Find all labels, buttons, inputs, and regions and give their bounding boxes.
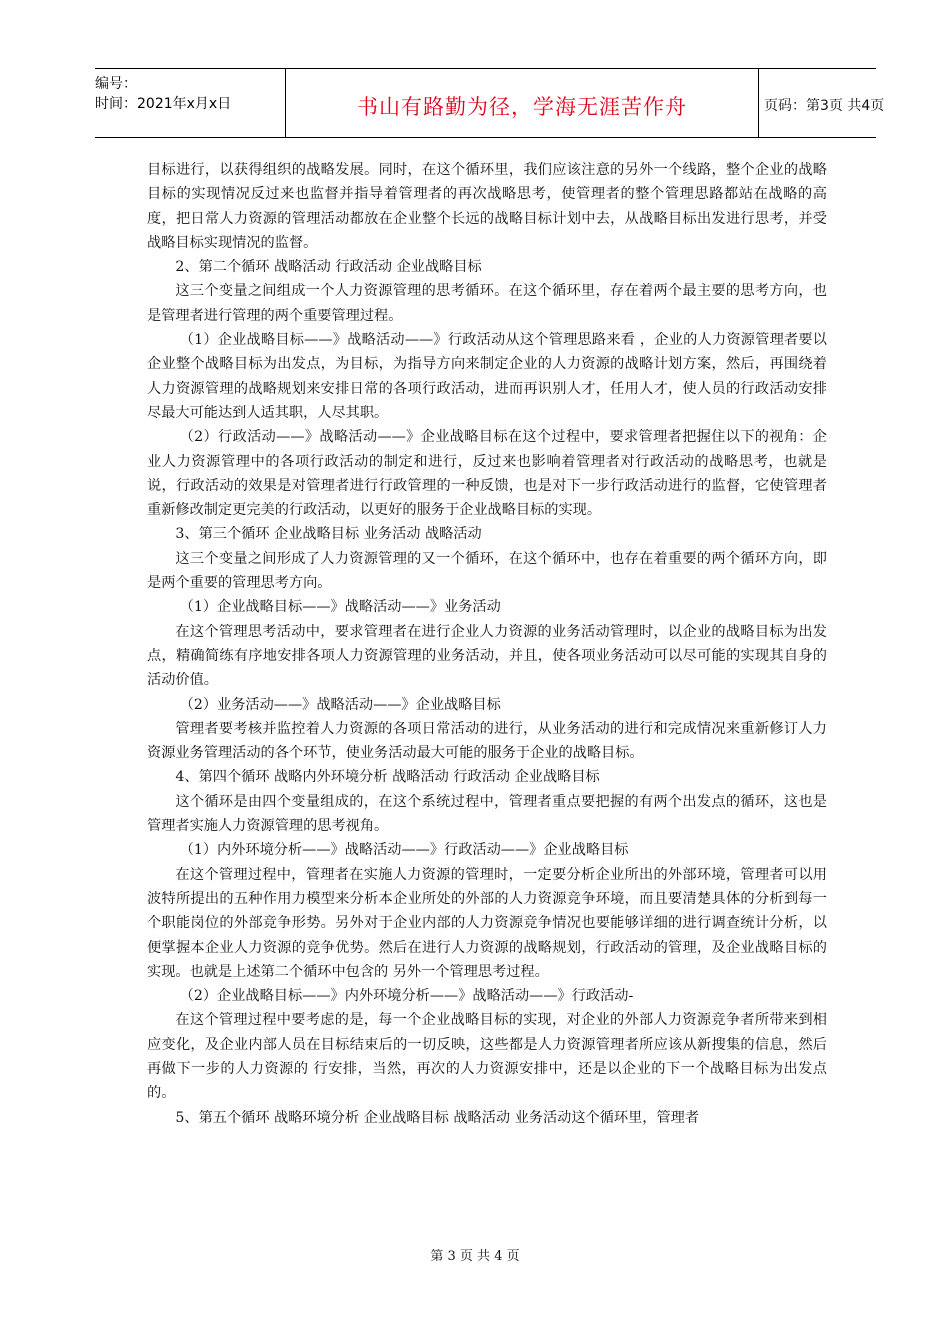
header-motto-cell: [285, 69, 759, 137]
subsection-heading: （1）内外环境分析——》战略活动——》行政活动——》企业战略目标: [179, 842, 629, 859]
body-paragraph: 目标进行，以获得组织的战略发展。同时，在这个循环里，我们应该注意的另外一个线路，整个企业的战略目标的实现情况反过来也监督并指导着管理者的再次战略思考，使管理者的整个管理思路都站在战略的高度，把日常人力资源的管理活动都放在企业整个长远的战略目标计划中去，从战略目标出发进行思考，并受战略目标实现情况的监督。: [147, 162, 827, 251]
document-number-label: 编号：: [95, 76, 137, 92]
body-paragraph: （1）企业战略目标——》战略活动——》行政活动从这个管理思路来看 ，企业的人力资源管理者要以企业整个战略目标为出发点，为目标，为指导方向来制定企业的人力资源的战略计划方案，然后，再围绕着人力资源管理的战略规划来安排日常的各项行政活动，进而再识别人才，任用人才，使人员的行政活动安排尽最大可能达到人适其职，人尽其职。: [147, 332, 827, 421]
header-page-cell: [758, 69, 885, 137]
page-footer: 第 3 页 共 4 页: [430, 1249, 520, 1264]
header-page-info: 页码：第3页 共4页: [764, 98, 885, 114]
body-paragraph: 在这个管理思考活动中，要求管理者在进行企业人力资源的业务活动管理时，以企业的战略目标为出发点，精确简练有序地安排各项人力资源管理的业务活动，并且，使各项业务活动可以尽可能的实现其自身的活动价值。: [147, 623, 827, 689]
header-motto: 书山有路勤为径，学海无涯苦作舟: [357, 95, 687, 119]
body-paragraph: 这个循环是由四个变量组成的，在这个系统过程中，管理者重点要把握的有两个出发点的循环，这也是管理者实施人力资源管理的思考视角。: [147, 793, 827, 835]
body-paragraph: 管理者要考核并监控着人力资源的各项日常活动的进行，从业务活动的进行和完成情况来重新修订人力资源业务管理活动的各个环节，使业务活动最大可能的服务于企业的战略目标。: [147, 720, 827, 762]
body-paragraph: （2）行政活动——》战略活动——》企业战略目标在这个过程中，要求管理者把握住以下的视角：企业人力资源管理中的各项行政活动的制定和进行，反过来也影响着管理者对行政活动的战略思考，也就是说，行政活动的效果是对管理者进行行政管理的一种反馈，也是对下一步行政活动进行的监督，它使管理者重新修改制定更完美的行政活动，以更好的服务于企业战略目标的实现。: [147, 429, 827, 519]
body-paragraph: 这三个变量之间形成了人力资源管理的又一个循环，在这个循环中，也存在着重要的两个循环方向，即是两个重要的管理思考方向。: [147, 550, 827, 592]
document-header: [95, 68, 885, 138]
section-heading: 5、第五个循环 战略环境分析 企业战略目标 战略活动 业务活动这个循环里，管理者: [175, 1109, 700, 1126]
body-paragraph: 在这个管理过程中要考虑的是，每一个企业战略目标的实现，对企业的外部人力资源竞争者所带来到相应变化，及企业内部人员在目标结束后的一切反映，这些都是人力资源管理者所应该从新搜集的信息，然后再做下一步的人力资源的 行安排，当然，再次的人力资源安排中，还是以企业的下一个战略目标为出发点的。: [147, 1012, 827, 1102]
subsection-heading: （1）企业战略目标——》战略活动——》业务活动: [179, 599, 501, 616]
body-paragraph: 在这个管理过程中，管理者在实施人力资源的管理时，一定要分析企业所出的外部环境，管理者可以用波特所提出的五种作用力模型来分析本企业所处的外部的人力资源竞争环境，而且要清楚具体的分析到每一个职能岗位的外部竞争形势。另外对于企业内部的人力资源竞争情况也要能够详细的进行调查统计分析，以便掌握本企业人力资源的竞争优势。然后在进行人力资源的战略规划，行政活动的管理，及企业战略目标的实现。也就是上述第二个循环中包含的 另外一个管理思考过程。: [147, 866, 827, 980]
subsection-heading: （2）业务活动——》战略活动——》企业战略目标: [179, 696, 501, 713]
section-heading: 3、第三个循环 企业战略目标 业务活动 战略活动: [175, 526, 482, 543]
subsection-heading: （2）企业战略目标——》内外环境分析——》战略活动——》行政活动-: [179, 988, 634, 1005]
header-meta-cell: [95, 69, 285, 137]
section-heading: 2、第二个循环 战略活动 行政活动 企业战略目标: [175, 259, 482, 276]
body-paragraph: 这三个变量之间组成一个人力资源管理的思考循环。在这个循环里，存在着两个最主要的思考方向，也是管理者进行管理的两个重要管理过程。: [147, 283, 827, 324]
section-heading: 4、第四个循环 战略内外环境分析 战略活动 行政活动 企业战略目标: [175, 769, 600, 786]
document-time-label: 时间：2021年x月x日: [95, 96, 232, 112]
document-body: [147, 158, 827, 1130]
